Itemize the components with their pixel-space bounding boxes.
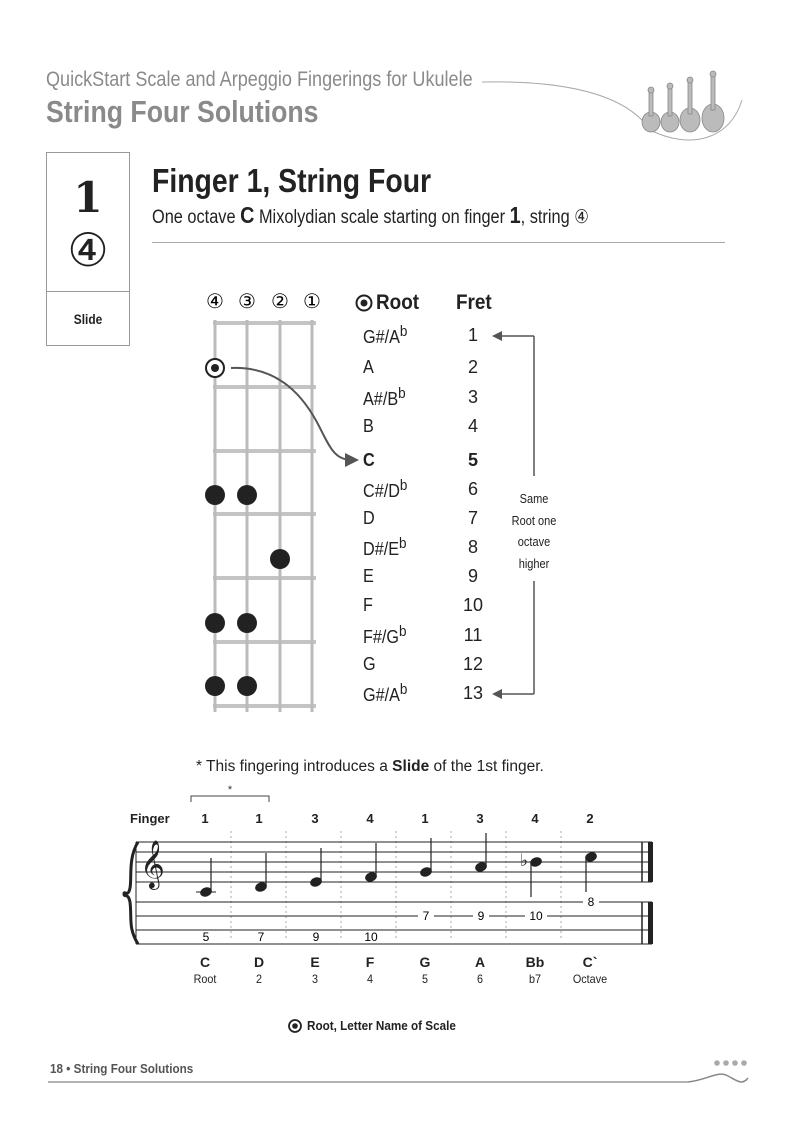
finger-dot (205, 485, 225, 505)
root-symbol-icon (287, 1018, 303, 1034)
fret-number: 4 (467, 416, 478, 436)
letter-name: F (365, 954, 375, 970)
fret-number: 3 (467, 387, 478, 407)
fret-number: 2 (467, 357, 478, 377)
footer-decoration (48, 1056, 754, 1086)
page-footer: 18 • String Four Solutions (50, 1061, 194, 1076)
fret-number: 6 (467, 479, 478, 499)
note-name: G (363, 654, 376, 674)
tab-number: 9 (477, 909, 485, 923)
letter-name: G (419, 954, 431, 970)
letter-name: A (474, 954, 486, 970)
root-marker (206, 359, 224, 377)
tab-number: 9 (312, 930, 320, 944)
fret-number: 13 (462, 683, 484, 703)
page-number: 18 (50, 1061, 64, 1076)
staff-notes (196, 833, 598, 898)
note-name: $G\#/A^b$ (363, 323, 408, 347)
fret-number: 12 (462, 654, 484, 674)
technique-label: Slide (73, 311, 103, 327)
slide-bracket (185, 782, 285, 804)
finger-dot (205, 676, 225, 696)
finger-number: 1 (73, 173, 103, 222)
note-name: F (363, 595, 373, 615)
finger-label: Finger (130, 811, 170, 826)
finger-number: 1 (421, 811, 429, 826)
ukulele-icon (642, 87, 660, 132)
ukulele-icon (702, 71, 724, 132)
scale-degree: Octave (572, 972, 608, 986)
letter-name: Bb (525, 954, 545, 970)
staff-lines (136, 842, 652, 882)
tab-number: 7 (422, 909, 430, 923)
finger-dot (237, 613, 257, 633)
tab-number: 7 (257, 930, 265, 944)
lesson-title: Finger 1, String Four (152, 162, 432, 199)
finger-number: 4 (531, 811, 539, 826)
string-label: ② (271, 289, 289, 313)
fret-number: 11 (463, 625, 483, 645)
scale-degree: Root (193, 972, 217, 986)
title-rule (152, 242, 725, 243)
header-decoration (460, 60, 760, 150)
letter-name: D (253, 954, 265, 970)
note-name: B (363, 416, 374, 436)
tab-number: 8 (587, 895, 595, 909)
slide-arrowhead (345, 453, 359, 467)
tab-number: 10 (364, 930, 378, 944)
slide-asterisk: * (227, 784, 233, 796)
tab-number: 10 (529, 909, 543, 923)
note-name-root: C (363, 450, 375, 470)
string-label: ③ (238, 289, 256, 313)
string-label: ④ (206, 289, 224, 313)
fret-number: 7 (467, 508, 478, 528)
finger-number: 1 (201, 811, 209, 826)
letter-name: C (199, 954, 211, 970)
finger-number: 1 (255, 811, 263, 826)
note-name: $A\#/B^b$ (363, 385, 406, 409)
slide-arrow (231, 368, 350, 460)
string-number: ④ (67, 223, 109, 277)
fret-number: 10 (462, 595, 484, 615)
finger-dot (205, 613, 225, 633)
finger-number: 3 (311, 811, 319, 826)
flat-sign-icon: ♭ (520, 851, 529, 871)
finger-number: 3 (476, 811, 484, 826)
finger-dot (237, 676, 257, 696)
finger-number: 2 (586, 811, 594, 826)
finger-number: 4 (366, 811, 374, 826)
root-header: Root (376, 291, 420, 314)
finger-dot (270, 549, 290, 569)
footnote: * This fingering introduces a Slide of the 1st finger. (196, 758, 544, 775)
fret-number: 8 (467, 537, 478, 557)
fret-header: Fret (456, 291, 492, 314)
scale-degree: 5 (421, 972, 429, 986)
note-name: A (363, 357, 374, 377)
string-lines (215, 320, 312, 712)
beat-guides (231, 828, 561, 940)
root-legend-icon (354, 293, 374, 313)
note-name: $G\#/A^b$ (363, 681, 408, 705)
note-name: $F\#/G^b$ (363, 623, 407, 647)
footer-section: String Four Solutions (73, 1061, 194, 1076)
fret-number: 9 (467, 566, 478, 586)
tab-number: 5 (202, 930, 210, 944)
staff-and-tab (120, 828, 680, 950)
note-name: D (363, 508, 375, 528)
finger-dot (237, 485, 257, 505)
scale-degree: 3 (311, 972, 319, 986)
letter-name: E (310, 954, 320, 970)
fret-number-root: 5 (467, 450, 478, 470)
note-name: E (363, 566, 374, 586)
treble-clef-icon: 𝄞 (140, 839, 165, 888)
note-name: $D\#/E^b$ (363, 535, 407, 559)
same-root-note: Same Root one octave higher (511, 492, 557, 571)
scale-degree: 4 (366, 972, 374, 986)
scale-degree: 6 (476, 972, 484, 986)
ukulele-icon (680, 77, 700, 132)
fret-number: 1 (467, 325, 478, 345)
box-divider (47, 291, 129, 292)
ukulele-icon (661, 83, 679, 132)
note-name: $C\#/D^b$ (363, 477, 408, 501)
section-title: String Four Solutions (46, 94, 319, 129)
string-label: ① (303, 289, 321, 313)
letter-name: C` (582, 954, 598, 970)
fingering-id-box (46, 152, 130, 346)
lesson-description: One octave C Mixolydian scale starting on finger 1, string ④ (152, 202, 589, 228)
book-subtitle: QuickStart Scale and Arpeggio Fingerings for Ukulele (46, 68, 473, 91)
root-legend: Root, Letter Name of Scale (307, 1018, 456, 1033)
scale-degree: b7 (528, 972, 542, 986)
fret-highlights (213, 323, 316, 706)
scale-degree: 2 (255, 972, 263, 986)
